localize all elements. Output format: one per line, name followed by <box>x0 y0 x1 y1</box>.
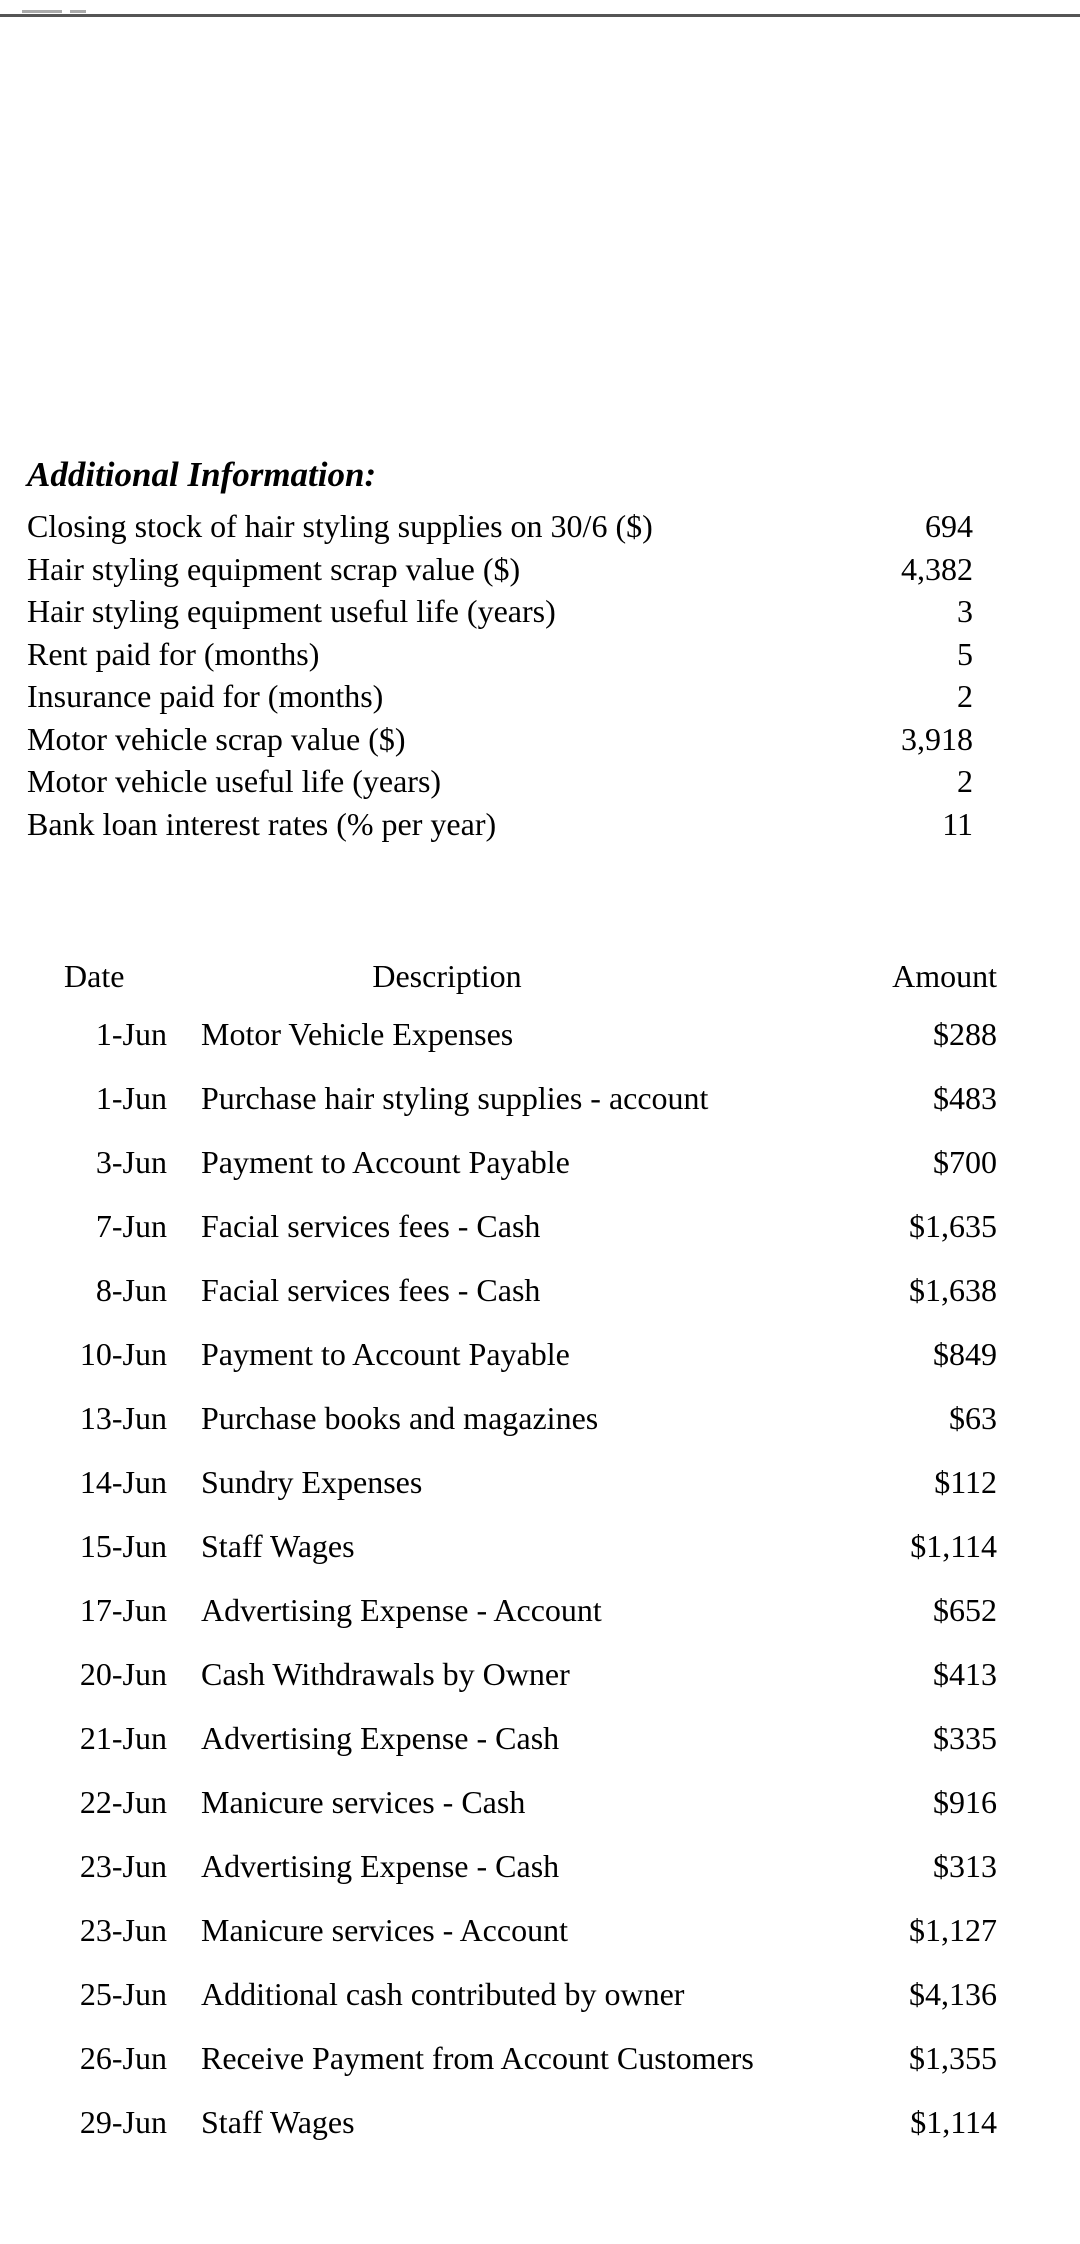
row-date: 1-Jun <box>95 1015 167 1052</box>
row-description: Advertising Expense - Cash <box>201 1847 560 1884</box>
table-row <box>0 1258 1080 1322</box>
info-item <box>27 633 975 676</box>
row-date: 23-Jun <box>79 1911 167 1948</box>
table-row <box>0 1194 1080 1258</box>
row-date: 20-Jun <box>79 1655 167 1692</box>
row-date: 3-Jun <box>95 1143 167 1180</box>
info-label: Hair styling equipment scrap value ($) <box>27 550 521 587</box>
info-item <box>27 718 975 761</box>
info-value: 2 <box>957 678 973 714</box>
row-description: Cash Withdrawals by Owner <box>201 1655 570 1692</box>
info-item <box>27 548 975 591</box>
row-description: Manicure services - Cash <box>201 1783 526 1820</box>
additional-info-list <box>27 505 975 845</box>
row-amount: $849 <box>933 1335 997 1372</box>
info-item <box>27 760 975 803</box>
table-row <box>0 1642 1080 1706</box>
row-description: Payment to Account Payable <box>201 1335 570 1372</box>
row-amount: $1,114 <box>910 1527 997 1564</box>
row-amount: $1,127 <box>909 1911 997 1948</box>
row-date: 21-Jun <box>79 1719 167 1756</box>
info-label: Closing stock of hair styling supplies on 30/6 ($) <box>27 508 653 544</box>
top-divider-mark <box>22 10 62 13</box>
info-item <box>27 505 975 548</box>
row-description: Receive Payment from Account Customers <box>201 2039 754 2076</box>
row-description: Purchase hair styling supplies - account <box>201 1079 709 1116</box>
info-value: 3 <box>957 593 973 629</box>
table-row <box>0 1514 1080 1578</box>
table-row <box>0 1130 1080 1194</box>
row-date: 7-Jun <box>95 1207 167 1244</box>
table-row <box>0 1898 1080 1962</box>
description-column-header: Description <box>372 957 522 994</box>
info-label: Hair styling equipment useful life (years) <box>27 593 556 629</box>
row-description: Staff Wages <box>201 1527 355 1564</box>
table-row <box>0 1450 1080 1514</box>
row-amount: $483 <box>933 1079 997 1116</box>
row-description: Facial services fees - Cash <box>201 1207 541 1244</box>
row-amount: $1,114 <box>910 2103 997 2140</box>
row-date: 26-Jun <box>79 2039 167 2076</box>
table-spacer <box>997 950 1080 1002</box>
row-date: 14-Jun <box>79 1463 167 1500</box>
table-row <box>0 1706 1080 1770</box>
row-description: Advertising Expense - Account <box>201 1591 602 1628</box>
transactions-table <box>0 950 1080 2154</box>
table-row <box>0 1066 1080 1130</box>
row-date: 8-Jun <box>95 1271 167 1308</box>
info-item <box>27 590 975 633</box>
info-value: 11 <box>942 805 973 842</box>
row-date: 22-Jun <box>79 1783 167 1820</box>
top-divider-mark <box>70 10 86 13</box>
table-row <box>0 1002 1080 1066</box>
date-column-header: Date <box>64 957 125 994</box>
row-amount: $1,638 <box>909 1271 997 1308</box>
info-label: Rent paid for (months) <box>27 635 320 672</box>
row-date: 15-Jun <box>79 1527 167 1564</box>
row-amount: $313 <box>933 1847 997 1884</box>
info-item <box>27 803 975 846</box>
info-label: Insurance paid for (months) <box>27 678 384 714</box>
info-value: 4,382 <box>901 550 973 587</box>
row-description: Motor Vehicle Expenses <box>201 1015 514 1052</box>
row-description: Sundry Expenses <box>201 1463 423 1500</box>
row-amount: $63 <box>949 1399 997 1436</box>
info-label: Motor vehicle useful life (years) <box>27 763 442 799</box>
row-description: Facial services fees - Cash <box>201 1271 541 1308</box>
row-amount: $652 <box>933 1591 997 1628</box>
info-value: 5 <box>957 635 973 672</box>
row-amount: $288 <box>933 1015 997 1052</box>
table-row <box>0 1322 1080 1386</box>
table-row <box>0 1770 1080 1834</box>
table-row <box>0 2090 1080 2154</box>
row-description: Advertising Expense - Cash <box>201 1719 560 1756</box>
table-row <box>0 1578 1080 1642</box>
row-date: 23-Jun <box>79 1847 167 1884</box>
info-item <box>27 675 975 718</box>
row-date: 10-Jun <box>79 1335 167 1372</box>
row-amount: $1,635 <box>909 1207 997 1244</box>
info-value: 2 <box>957 763 973 799</box>
row-description: Purchase books and magazines <box>201 1399 599 1436</box>
row-date: 13-Jun <box>79 1399 167 1436</box>
additional-info-heading: Additional Information: <box>27 455 377 494</box>
row-date: 25-Jun <box>79 1975 167 2012</box>
row-date: 29-Jun <box>79 2103 167 2140</box>
row-description: Manicure services - Account <box>201 1911 568 1948</box>
row-amount: $335 <box>933 1719 997 1756</box>
table-header-row <box>0 950 1080 1002</box>
table-row <box>0 1834 1080 1898</box>
row-amount: $916 <box>933 1783 997 1820</box>
row-amount: $112 <box>934 1463 997 1500</box>
info-value: 3,918 <box>901 720 973 757</box>
info-label: Motor vehicle scrap value ($) <box>27 720 406 757</box>
table-row <box>0 2026 1080 2090</box>
row-date: 17-Jun <box>79 1591 167 1628</box>
row-description: Additional cash contributed by owner <box>201 1975 685 2012</box>
row-amount: $413 <box>933 1655 997 1692</box>
table-row <box>0 1962 1080 2026</box>
info-label: Bank loan interest rates (% per year) <box>27 805 497 842</box>
row-description: Staff Wages <box>201 2103 355 2140</box>
table-row <box>0 1386 1080 1450</box>
amount-column-header: Amount <box>892 957 997 994</box>
info-value: 694 <box>925 508 973 544</box>
row-amount: $1,355 <box>909 2039 997 2076</box>
row-amount: $700 <box>933 1143 997 1180</box>
top-divider <box>0 14 1080 17</box>
row-description: Payment to Account Payable <box>201 1143 570 1180</box>
row-amount: $4,136 <box>909 1975 997 2012</box>
row-date: 1-Jun <box>95 1079 167 1116</box>
